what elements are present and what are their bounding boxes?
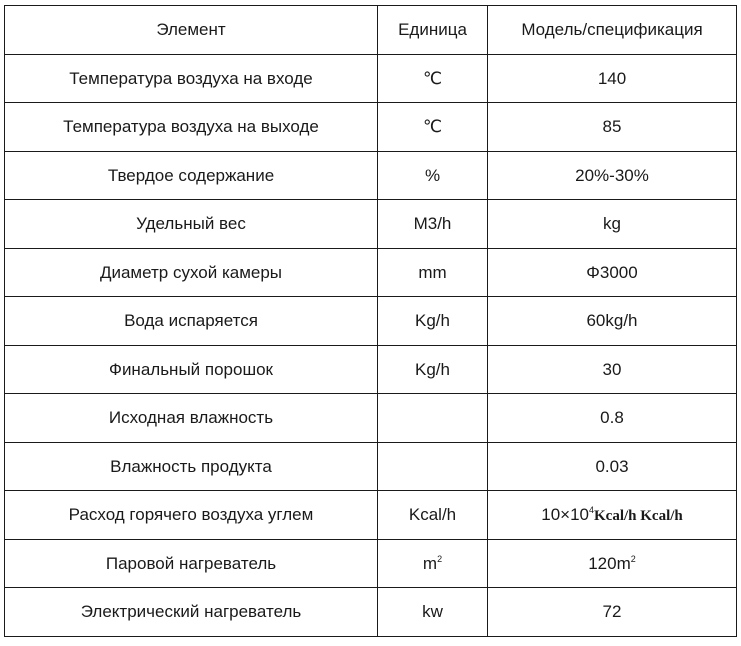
cell-item: Удельный вес	[5, 200, 378, 249]
unit-base: m	[422, 553, 438, 573]
cell-value: 85	[488, 103, 737, 152]
cell-unit: kw	[378, 588, 488, 637]
cell-unit: Kg/h	[378, 297, 488, 346]
header-spec: Модель/спецификация	[488, 6, 737, 55]
cell-unit: Kcal/h	[378, 491, 488, 540]
cell-unit: ℃	[378, 54, 488, 103]
cell-item: Влажность продукта	[5, 442, 378, 491]
table-row	[5, 151, 737, 200]
table-row	[5, 394, 737, 443]
cell-item: Исходная влажность	[5, 394, 378, 443]
cell-item: Финальный порошок	[5, 345, 378, 394]
table-row	[5, 345, 737, 394]
cell-item: Паровой нагреватель	[5, 539, 378, 588]
cell-item: Электрический нагреватель	[5, 588, 378, 637]
cell-unit: M3/h	[378, 200, 488, 249]
cell-value: 72	[488, 588, 737, 637]
table-row	[5, 248, 737, 297]
value-exponent: 4	[588, 504, 594, 515]
cell-unit	[378, 442, 488, 491]
table-row	[5, 297, 737, 346]
cell-item: Температура воздуха на выходе	[5, 103, 378, 152]
value-base: 10×10	[541, 504, 589, 524]
table-row	[5, 442, 737, 491]
cell-value	[488, 491, 737, 540]
header-unit: Единица	[378, 6, 488, 55]
cell-value: 20%-30%	[488, 151, 737, 200]
table-row	[5, 54, 737, 103]
cell-unit	[378, 539, 488, 588]
table-row	[5, 200, 737, 249]
table-row	[5, 491, 737, 540]
cell-value: kg	[488, 200, 737, 249]
cell-unit: Kg/h	[378, 345, 488, 394]
table-row	[5, 103, 737, 152]
cell-value: 140	[488, 54, 737, 103]
cell-unit: ℃	[378, 103, 488, 152]
value-suffix: Kcal/h Kcal/h	[594, 507, 683, 524]
unit-exponent: 2	[437, 553, 443, 564]
cell-item: Диаметр сухой камеры	[5, 248, 378, 297]
cell-item: Твердое содержание	[5, 151, 378, 200]
cell-value: 0.03	[488, 442, 737, 491]
cell-value: Φ3000	[488, 248, 737, 297]
value-exponent: 2	[630, 553, 636, 564]
cell-unit	[378, 394, 488, 443]
table-row	[5, 588, 737, 637]
cell-value: 60kg/h	[488, 297, 737, 346]
header-item: Элемент	[5, 6, 378, 55]
cell-unit: mm	[378, 248, 488, 297]
cell-value: 30	[488, 345, 737, 394]
cell-item: Температура воздуха на входе	[5, 54, 378, 103]
table-row	[5, 539, 737, 588]
cell-value	[488, 539, 737, 588]
cell-item: Расход горячего воздуха углем	[5, 491, 378, 540]
table-header-row	[5, 6, 737, 55]
value-base: 120m	[588, 553, 631, 573]
spec-table	[4, 5, 737, 637]
cell-value: 0.8	[488, 394, 737, 443]
cell-unit: %	[378, 151, 488, 200]
cell-item: Вода испаряется	[5, 297, 378, 346]
